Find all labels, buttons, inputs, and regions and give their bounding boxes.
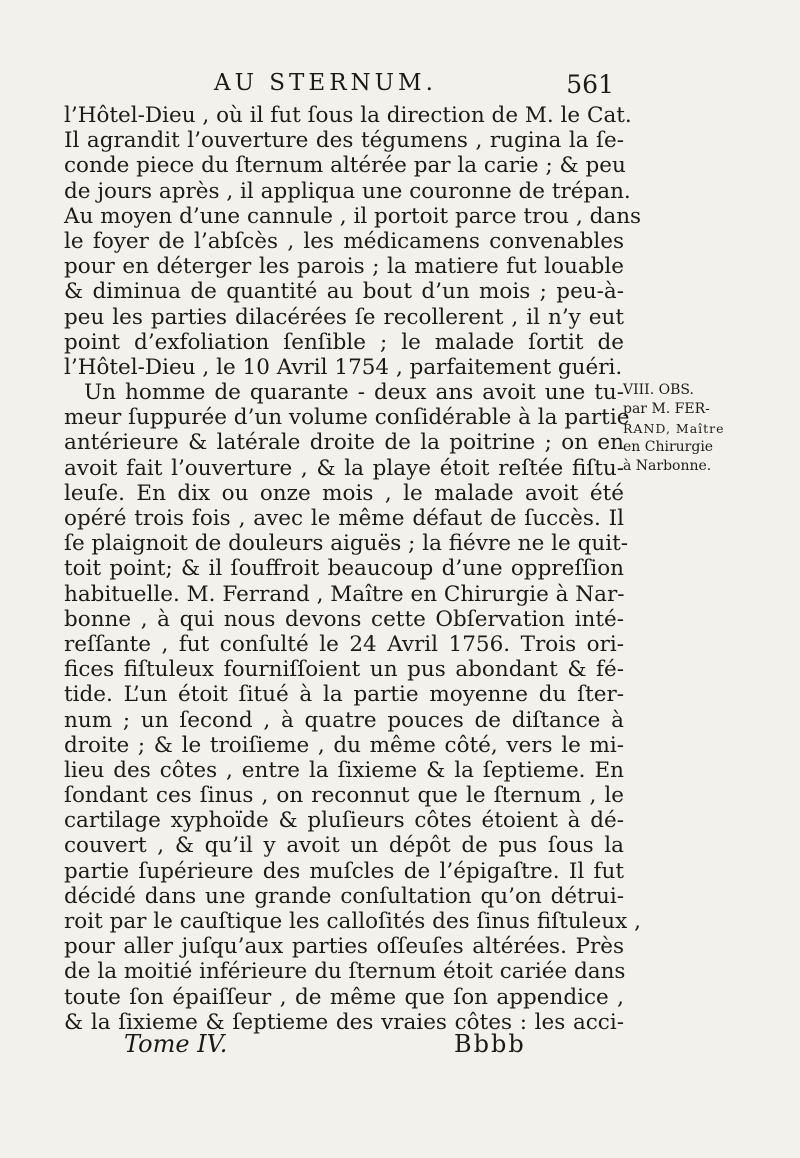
volume-label: Tome IV. [124, 1030, 228, 1058]
text-line: leuſe. En dix ou onze mois , le malade avoit été [64, 480, 624, 506]
text-line: meur ſuppurée d’un volume conſidérable à la partie [64, 405, 630, 431]
text-line: couvert , & qu’il y avoit un dépôt de pus ſous la [64, 833, 624, 859]
text-line: cartilage xyphoïde & pluſieurs côtes étoient à dé- [64, 808, 624, 834]
text-line: de la moitié inférieure du ſternum étoit cariée dans [64, 959, 626, 985]
text-line: peu les parties dilacérées ſe recollerent , il n’y eut [64, 304, 624, 330]
margin-note-line: VIII. OBS. [623, 382, 694, 398]
text-line: ſondant ces ſinus , on reconnut que le ſternum , le [64, 783, 624, 809]
text-line: & diminua de quantité au bout d’un mois ; peu-à- [64, 279, 624, 305]
text-line: droite ; & le troiſieme , du même côté, vers le mi- [64, 732, 624, 758]
text-line: décidé dans une grande conſultation qu’on détrui- [64, 883, 624, 909]
text-line: tide. L’un étoit ſitué à la partie moyenne du ſter- [64, 682, 624, 708]
text-line: Il agrandit l’ouverture des tégumens , rugina la ſe- [64, 128, 624, 154]
running-title: AU STERNUM. [214, 70, 437, 96]
text-line: de jours après , il appliqua une couronne de trépan. [64, 178, 631, 204]
text-line: toit point; & il ſouffroit beaucoup d’une oppreſſion [64, 556, 624, 582]
text-line: Au moyen d’une cannule , il portoit parce trou , dans [64, 203, 642, 229]
body-text [64, 103, 642, 1035]
text-line: reſſante , fut conſulté le 24 Avril 1756. Trois ori- [64, 631, 624, 657]
text-line: habituelle. M. Ferrand , Maître en Chirurgie à Nar- [64, 581, 625, 607]
margin-note [623, 381, 743, 476]
text-line: le foyer de l’abſcès , les médicamens convenables [64, 228, 624, 254]
text-line: partie ſupérieure des muſcles de l’épigaſtre. Il fut [64, 858, 624, 884]
text-line: roit par le cauſtique les calloſités des ſinus fiſtuleux , [64, 909, 641, 934]
margin-note-line: en Chirurgie [623, 439, 714, 455]
text-line: l’Hôtel-Dieu , où il fut ſous la direction de M. le Cat. [64, 103, 632, 128]
page-number: 561 [566, 70, 614, 99]
text-line: lieu des côtes , entre la ſixieme & la ſeptieme. En [64, 757, 624, 783]
text-line: num ; un ſecond , à quatre pouces de diſtance à [64, 707, 624, 733]
text-line: toute ſon épaiſſeur , de même que ſon appendice , [64, 984, 624, 1010]
page-header [64, 70, 614, 104]
text-line: pour aller juſqu’aux parties oſſeuſes altérées. Près [64, 934, 624, 960]
margin-note-line: à Narbonne. [623, 458, 712, 474]
text-line: point d’exfoliation ſenſible ; le malade ſortit de [64, 329, 624, 355]
text-line: antérieure & latérale droite de la poitrine ; on en [64, 430, 624, 456]
text-line: bonne , à qui nous devons cette Obſervation inté- [64, 606, 624, 632]
text-line: opéré trois fois , avec le même défaut de ſuccès. Il [64, 506, 624, 531]
text-line: conde piece du ſternum altérée par la carie ; & peu [64, 153, 626, 179]
signature-mark: Bbbb [454, 1030, 526, 1058]
text-line: & la ſixieme & ſeptieme des vraies côtes : les acci- [64, 1009, 624, 1035]
text-line: pour en déterger les parois ; la matiere fut louable [64, 254, 624, 280]
margin-note-line: par M. FER- [623, 401, 710, 417]
text-line: avoit fait l’ouverture , & la playe étoit reſtée fiſtu- [64, 455, 624, 481]
text-line: fices fiſtuleux fourniſſoient un pus abondant & fé- [64, 657, 624, 683]
text-line: ſe plaignoit de douleurs aiguës ; la fiévre ne le quit- [64, 531, 628, 557]
page-footer [64, 1030, 624, 1064]
text-line: l’Hôtel-Dieu , le 10 Avril 1754 , parfaitement guéri. [64, 354, 623, 380]
margin-note-line: RAND, Maître [623, 421, 725, 436]
paragraph-start-line: Un homme de quarante - deux ans avoit une tu- [84, 380, 624, 406]
